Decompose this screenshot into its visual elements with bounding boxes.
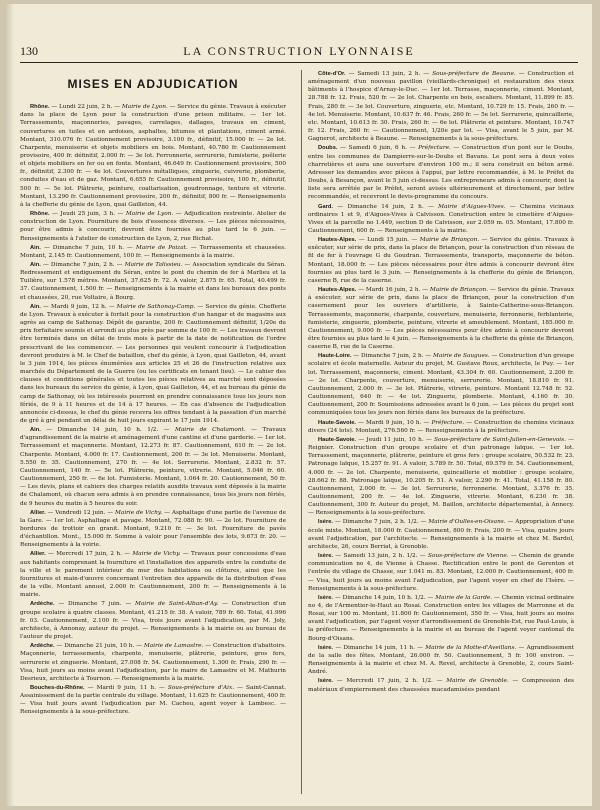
entry-date: — Samedi 13 juin, 2 h. 1/2. — (333, 553, 429, 560)
entry-authority: Mairie de Vichy. (132, 551, 181, 558)
entry-date: — Samedi 6 juin, 6 h. — (337, 145, 419, 152)
adjudication-entry (20, 684, 286, 717)
adjudication-entry (308, 552, 574, 593)
entry-date: — Dimanche 7 juin, 2 h. — (351, 353, 434, 360)
entry-place: Isère. (318, 519, 334, 526)
entry-place: Ardèche. (30, 601, 55, 608)
entry-text: — Agrandissement de la salle des fêtes. Montant, 26.000 fr. 50. Cautionnement, 5 fr. 100 environ. — Renseignements à la mairie et chez M. A. Revel, architecte à Grenoble, 2, cours Saint-André. (308, 644, 574, 676)
entry-date: — Dimanche 7 juin, 10 h. — (40, 244, 136, 251)
entry-place: Ain. (30, 262, 41, 268)
entry-authority: Mairie de Lyon. (121, 104, 168, 111)
entry-text: — Chemin vicinal ordinaire no 4, de l'Armentier-le-Haut au Rosai. Construction entre les villages de Marronne et du Rosai, sur 100 m. Montant, 11.800 fr. Cautionnement, 350 fr. — Visa, huit jours au moins avant l'adjudication, par l'agent voyer d'arrondissement de Grenoble-Est, rue Paul-Louis, à la préfecture. — Renseignements à la mairie et au bureau de l'agent voyer cantonal du Bourg-d'Oisans. (308, 594, 574, 642)
entry-authority: Mairie de la Garde. (435, 594, 493, 601)
entry-authority: Sous-préfecture de Saint-Julien-en-Genevois. (434, 436, 566, 443)
adjudication-entry (308, 644, 574, 677)
entry-date: — Mercredi 17 juin, 2 h. — (45, 551, 133, 558)
section-title: MISES EN ADJUDICATION (67, 77, 239, 91)
entry-date: — Vendredi 12 juin. — (45, 509, 115, 516)
adjudication-entry (20, 550, 286, 599)
entry-text: — Compression des matériaux d'empierrement des chaussées macadamisées pendant (308, 678, 575, 693)
entry-date: — Dimanche 7 juin. — (54, 601, 135, 608)
entry-text: — Asphaltage d'une partie de l'avenue de la Gare. — 1er lot. Asphaltage et pavage. Montant, 72.088 fr. 90. — 2e lot. Fourniture de bordures de trottoir en granit. Montant, 9.210 fr. — 3e lot. Fourniture de pavés d'échantillon. Mont., 15.000 fr. Somme à valoir pour l'ensemble des lots, 9.673 fr. 20. — Renseignements à la voirie. (20, 509, 286, 549)
entry-place: Gard. (318, 203, 334, 210)
entry-authority: Sous-préfecture d'Aix. (167, 684, 235, 691)
adjudication-entry (308, 203, 574, 236)
entry-authority: Mairie de Poizat. (135, 244, 188, 251)
adjudication-entry (308, 70, 574, 143)
adjudication-entry (308, 236, 574, 285)
adjudication-entry (308, 286, 574, 351)
entry-authority: Mairie de Lyon. (125, 211, 174, 218)
page-number: 130 (20, 44, 38, 58)
entry-authority: Mairie de Vichy. (115, 509, 163, 516)
entry-text: — Construction d'abattoirs. Maçonnerie, terrassements, charpente, menuiserie, plâtrerie, peinture, gros fers, serrurerie et zinguerie. Montant, 27.008 fr. 54. Cautionnement, 1.300 fr. Frais, 290 fr. — Visa, huit jours au moins avant l'adjudication, par le maire de Lamastre et M. Mathurin Desrieux, architecte à Tournon. — Renseignements à la mairie. (20, 643, 286, 682)
entry-date: — Dimanche 7 juin, 2 h. — (40, 262, 125, 268)
entry-authority: Mairie de Saint-Alban-d'Ay. (134, 601, 219, 608)
entry-place: Ain. (30, 427, 41, 434)
entry-text: — Service du génie. Chefferie de Lyon. Travaux à exécuter à forfait pour la construction d'un hangar et de magasins aux agrès au camp de Sathonay. Dépôt de garantie, 200 fr. Cautionnement définitif, 1/20e du prix forfaitaire soumis et arrondi au plus près par somme de 100 fr. — Les travaux devront être terminés dans un délai de trois mois à partir de la date de notification de l'ordre prescrivant de les commencer. — Les personnes qui veulent concourir à l'adjudication devront produire à M. le Chef de bataillon, chef du génie, à Lyon, quai Gailleton, 44, avant le 3 juin 1914, les pièces énumérées aux articles 25 et 26 de l'instruction relative aux marchés du Département de la Guerre (ou les certificats en tenant lieu). — Le cahier des clauses et conditions générales et toutes les pièces relatives au marché sont déposées dans les bureaux du service du génie, à Lyon, quai Gailleton, 44, et au bureau du génie du camp de Sathonay, où les intéressés pourront en prendre connaissance tous les jours non fériés, de 9 à 11 heures et de 14 à 17 heures. — En cas d'absence de l'adjudication annoncée ci-dessus, le chef du génie recevra les offres tendant à la passation d'un marché de gré à gré pendant un délai de huit jours expirant le 17 juin 1914. (20, 303, 286, 424)
entry-authority: Mairie de Briançon. (429, 287, 489, 294)
entry-date: — Mardi 9 juin, 10 h. — (356, 419, 432, 426)
entry-date: — Mardi 9 juin, 11 h. — (84, 684, 168, 691)
entry-text: — Construction d'un groupe scolaire et école maternelle. Auteur du projet, M. Gustave Roux, architecte, le Puy. — 1er lot. Terrassement, maçonnerie, ciment. Montant, 43.304 fr. 60. Cautionnement, 2.200 fr. — 2e lot. Charpente, couverture, menuiserie, serrurerie. Montant, 18.810 fr. 91. Cautionnement, 2.000 fr. — 3e lot. Plâtrerie, vitrerie, peinture. Montant 12.748 fr. 52. Cautionnement, 640 fr. — 4e lot. Zinguerie, plomberie. Montant, 4.160 fr. 30. Cautionnement, 200 fr. Soumissions adressées avant le 6 juin. — Les pièces du projet sont communiquées tous les jours non fériés dans les bureaux de la préfecture. (308, 353, 574, 417)
entry-place: Hautes-Alpes. (318, 237, 357, 244)
adjudication-entry (308, 419, 574, 435)
adjudication-entry (308, 436, 574, 518)
entry-text: — Construction d'un groupe scolaire à quatre classes. Montant, 41.215 fr. 38. A valoir, 789 fr. 60. Total, 41.996 fr. 03. Cautionnement, 2.100 fr. — Visa, trois jours avant l'adjudication, par M. Joly, architecte, à Annonay, auteur du projet. — Renseignements à la mairie ou au bureau de l'auteur du projet. (20, 601, 286, 641)
entry-date: — Lundi 22 juin, 2 h. — (49, 104, 122, 111)
entry-place: Doubs. (318, 145, 338, 152)
entry-text: — Construction et aménagement d'un nouveau pavillon (vieillards-chronique) et restauration des vieux bâtiments à l'hospice d'Arnay-le-Duc. — 1er lot. Terrasse, maçonnerie, ciment. Montant, 28.788 fr. 12. Frais, 520 fr. — 2e lot. Charpente en bois, escaliers. Montant, 11.899 fr. 85. Frais, 280 fr. — 3e lot. Couverture, zinguerie, etc. Montant, 10.729 fr. 15. Frais, 260 fr. — 4e lot. Menuiserie. Montant, 10.637 fr. 46. Frais, 260 fr. — 5e lot. Serrurerie, quincaillerie, etc. Montant, 10.613 fr. 30. Frais, 260 fr. — 6e lot. Plâtrerie et peinture. Montant, 10.747 fr. 12. Frais, 260 fr. — Cautionnement, 1/20e par lot. — Visa, avant le 5 juin, par M. Gagnerot, architecte à Beaune. — Renseignements à la sous-préfecture. (308, 71, 574, 143)
adjudication-entry (308, 518, 574, 551)
entry-date: — Dimanche 14 juin, 10 h. 1/2. — (40, 427, 175, 434)
entry-place: Rhône. (30, 211, 50, 218)
entry-date: — Dimanche 14 juin, 10 h. 1/2. — (333, 594, 436, 601)
entry-date: — Mercredi 17 juin, 2 h. 1/2. — (333, 678, 447, 685)
entry-text: — Appropriation d'une école mixte. Montant, 18.000 fr. Cautionnement, 800 fr. Frais, 200 fr. — Visa, quatre jours avant l'adjudication, par l'architecte. — Renseignements à la mairie et chez M. Bardol, architecte, 26, cours Berriat, à Grenoble. (308, 519, 574, 550)
entry-place: Isère. (318, 553, 334, 560)
adjudication-entry (20, 210, 286, 243)
entry-date: — Samedi 13 juin, 2 h. — (345, 71, 433, 77)
entry-authority: Mairie de Sathonay-Camp. (116, 303, 196, 310)
entry-date: — Lundi 15 juin. — (356, 237, 420, 244)
entry-authority: Mairie de la Motte-d'Aveillans. (425, 644, 517, 651)
right-column (308, 70, 574, 695)
entry-authority: Mairie d'Aigues-Vives. (438, 203, 506, 210)
adjudication-entry (20, 426, 286, 508)
entry-place: Allier. (30, 509, 46, 516)
entry-authority: Préfecture. (418, 145, 451, 152)
entry-authority: Mairie de Briançon. (419, 237, 480, 244)
entry-place: Ardèche. (30, 643, 55, 650)
adjudication-entry (20, 103, 286, 209)
entry-date: — Mardi 9 juin, 12 h. — (40, 303, 117, 310)
entry-authority: Préfecture. (431, 419, 465, 426)
entry-authority: Mairie de Lamastre. (143, 643, 204, 650)
running-title: LA CONSTRUCTION LYONNAISE (183, 44, 415, 58)
entry-authority: Sous-préfecture de Beaune. (432, 71, 516, 77)
entry-text: — Adjudication restreinte. Atelier de construction de Lyon. Fourniture de bois d'essences diverses. — Les pièces nécessaires, pour être admis à concourir, devront être fournies au plus tard le 6 juin. — Renseignements à l'atelier de construction de Lyon, 2, rue Bichat. (20, 211, 286, 242)
page-header (20, 44, 578, 62)
entry-text: — Chemins vicinaux ordinaires 1 et 9, d'Aigues-Vives à Calvisson. Construction entre le cimetière d'Aigues-Vives et la parcelle no 1.449, section D de Calvisson, sur 2.059 m. 05. Montant, 17.800 fr. Cautionnement, 600 fr. — Renseignements à la mairie. (308, 203, 574, 234)
entry-date: — Mardi 16 juin, 2 h. — (356, 287, 430, 294)
entry-place: Haute-Loire. (318, 353, 352, 360)
entry-text: — Travaux pour concessions d'eau aux habitants comprenant la fourniture et l'installation des appareils entre la conduite de la ville et le parement intérieur du mur des habitations ou clôtures, ainsi que les fournitures et main-d'œuvre concernant l'entretien des appareils de la distribution d'eau de la ville. Montant annuel, 2.000 fr. Cautionnement, 200 fr. — Renseignements à la mairie. (20, 551, 286, 599)
entry-place: Rhône. (30, 104, 50, 111)
entry-text: — Saint-Cannat. Assainissement de la partie centrale du village. Montant, 11.625 fr. Cautionnement, 400 fr. — Visa huit jours avant l'adjudication par M. Cacheu, agent voyer à Lambesc. — Renseignements à la sous-préfecture. (20, 684, 286, 716)
entry-text: — Service du génie. Travaux à exécuter, sur série de prix, dans la place de Briançon, pour la construction d'un réseau de fil de fer à l'ouvrage G du Goudran. Terrassements, transports, maçonnerie de béton. Montant, 18.000 fr. — Les pièces nécessaires pour être admis à concourir devront être fournies au plus tard le 3 juin. — Renseignements à la chefferie du génie de Briançon, caserne B, rue de la caserne. (308, 237, 575, 284)
entry-text: — Association syndicale du Séran. Redressement et endiguement du Séran, entre le pont du chemin de fer à Marlieu et la Tuilière, sur 1.578 mètres. Montant, 37.625 fr. 72. A valoir, 2.875 fr. 65. Total, 40.499 fr. 37. Cautionnement, 1.500 fr. — Renseignements à la mairie et dans les bureaux des ponts et chaussées, 20, rue Voltaire, à Bourg. (20, 262, 286, 301)
entry-place: Bouches-du-Rhône. (30, 684, 85, 691)
entry-authority: Mairie d'Oulles-en-Oisans. (428, 519, 506, 526)
adjudication-entry (308, 352, 574, 417)
entry-text: — Construction de chemins vicinaux divers (24 lots). Montant, 276.560 fr. — Renseignements à la préfecture. (308, 419, 574, 434)
adjudication-entry (308, 677, 574, 693)
entry-place: Côte-d'Or. (318, 71, 346, 77)
journal-page (6, 4, 592, 806)
adjudication-entry (20, 509, 286, 550)
entry-date: — Dimanche 14 juin, 11 h. — (333, 644, 426, 651)
entry-text: — Service du génie. Travaux à exécuter dans la place de Lyon pour la construction d'une prison militaire. — 1er lot. Terrassements, maçonneries, pavages, carrelages, dallages, travaux en ciment, couvertures en tuiles et en ardoises, asphaltes, bitumes et plantations, ciment armé. Montant, 310.076 fr. Cautionnement provisoire, 3.100 fr., définitif, 15.000 fr. — 2e lot. Charpente, menuiserie et objets mobiliers en bois. Montant, 40.780 fr. Cautionnement provisoire, 400 fr. définitif, 2.000 fr. — 3e lot. Ferronnerie, serrurerie, fumisterie, poêlerie et objets mobiliers en fer ou en fonte. Montant, 46.649 fr. Cautionnement provisoire, 500 fr., définitif, 2.300 fr. — 4e lot. Couvertures métalliques, zinguerie, cuivrerie, plomberie, conduites d'eau et de gaz. Montant, 6.655 fr. Cautionnement provisoire, 100 fr., définitif, 500 fr. — 5e lot. Plâtrerie, peinture, coaltarisation, goudronnage, tenture et vitrerie. Montant, 13.290 fr. Cautionnement provisoire, 200 fr., définitif, 800 fr. — Renseignements à la chefferie du génie de Lyon, quai Gailleton, 44. (20, 104, 286, 208)
entry-place: Hautes-Alpes. (318, 287, 357, 294)
entry-date: — Dimanche 7 juin, 2 h. 1/2. — (333, 519, 429, 526)
entry-place: Isère. (318, 678, 334, 685)
entry-text: — Reignier. Construction d'un groupe scolaire et d'un patronage laïque. — 1er lot. Terrassement, maçonnerie, plâtrerie, peinture et gros fers : groupe scolaire, 50.532 fr. 23. Patronage laïque, 15.257 fr. 91. A valoir, 3.789 fr. 50. Total, 69.579 fr. 54. Cautionnement, 4.000 fr. — 2e lot. Charpente, menuiserie, quincaillerie et mobilier : groupe scolaire, 28.662 fr. 88. Patronage laïque, 10.205 fr. 51. A valoir, 2.290 fr. 41. Total, 41.158 fr. 80. Cautionnement, 2.000 fr. — 3e lot. Serrurerie, ferronnerie. Montant, 3.376 fr. 35. Cautionnement, 200 fr. — 4e lot. Zinguerie, vitrerie. Montant, 6.230 fr. 38. Cautionnement, 300 fr. Auteur du projet, M. Baillon, architecte départemental, à Annecy. — Renseignements à la sous-préfecture. (308, 436, 574, 517)
entry-text: — Terrassements et chaussées. Montant, 2.145 fr. Cautionnement, 100 fr. — Renseignements à la mairie. (20, 244, 286, 259)
entry-text: — Construction d'un pont sur le Doubs, entre les communes de Dampierre-sur-le-Doubs et Bavans. Le pont sera à deux voies charretières et aura une ouverture d'environ 100 m.; il sera construit en béton armé. Adresser les demandes avec pièces à l'appui, par lettre recommandée, à M. le Préfet du Doubs, à Besançon, avant le 5 juin ci-dessus. Les entrepreneurs admis à concourir, dont la liste sera arrêtée par le Préfet, seront avisés ultérieurement et directement, par lettre recommandée, et recevront le devis-programme du concours. (308, 145, 574, 201)
column-divider (301, 70, 302, 794)
left-column (20, 70, 286, 718)
adjudication-entry (20, 303, 286, 425)
entry-date: — Jeudi 11 juin, 10 h. — (356, 436, 435, 443)
entry-text: — Chemin de grande communication no 4, de Vienne à Chasse. Rectification entre le pont de Gerenton et l'entrée du village de Chasse, sur 1.041 m. 83. Montant, 12.000 fr. Cautionnement, 400 fr. — Visa, huit jours au moins avant l'adjudication, par l'agent voyer en chef de l'Isère. — Renseignements à la sous-préfecture. (308, 553, 574, 592)
adjudication-entry (308, 594, 574, 643)
entry-place: Isère. (318, 644, 334, 651)
entry-authority: Sous-préfecture de Vienne. (428, 553, 509, 560)
entry-text: — Service du génie. Travaux à exécuter, sur série de prix, dans la place de Briançon, pour la construction d'un casernement pour les ouvriers d'artillerie, à Sainte-Catherine-sous-Briançon. Terrassements, maçonnerie, charpente, couverture, menuiserie, ferronnerie, ferblanterie, fumisterie, zinguerie, plomberie, peinture, vitrerie et ameublement. Montant, 185.000 fr. Cautionnement, 9.000 fr. — Les pièces nécessaires pour être admis à concourir devront être fournies au plus tard le 4 juin. — Renseignements à la chefferie du génie de Briançon, caserne B, rue de la Caserne. (308, 287, 574, 351)
entry-place: Ain. (30, 244, 41, 251)
entry-place: Ain. (30, 303, 41, 310)
adjudication-entry (20, 244, 286, 260)
entry-authority: Mairie de Talissieu. (124, 262, 183, 268)
entry-place: Isère. (318, 594, 334, 601)
entry-place: Haute-Savoie. (318, 436, 357, 443)
entry-date: — Dimanche 14 juin, 2 h. — (333, 203, 439, 210)
adjudication-entry (20, 642, 286, 683)
entry-place: Haute-Savoie. (318, 419, 357, 426)
entry-authority: Mairie de Chalamont. (174, 427, 246, 434)
adjudication-entry (20, 261, 286, 302)
entry-authority: Mairie de Grenoble. (446, 678, 509, 685)
entry-date: — Jeudi 25 juin, 3 h. — (49, 211, 126, 218)
entry-date: — Dimanche 21 juin, 10 h. — (54, 643, 144, 650)
entry-text: — Travaux d'agrandissement de la mairie et aménagement d'une cantine et d'une garderie. — 1er lot. Terrassement et maçonnerie. Montant, 12.273 fr. 87. Cautionnement, 610 fr. — 2e lot. Charpente. Montant, 4.000 fr. 17. Cautionnement, 200 fr. — 3e lot. Menuiserie. Montant, 5.550 fr. 35. Cautionnement, 270 fr. — 4e lot. Serrurerie. Montant, 2.832 fr. 57. Cautionnement, 140 fr. — 5e lot. Plâtrerie, peinture, vitrerie. Montant, 5.046 fr. 60. Cautionnement, 250 fr. — 6e lot. Fumisterie. Montant, 1.064 fr. 20. Cautionnement, 50 fr. — Les devis, plans et cahiers des charges relatifs auxdits travaux sont déposés à la mairie de Chalamont, où chacun sera admis à en prendre connaissance, tous les jours non fériés, de 9 heures du matin à 5 heures du soir. (20, 427, 286, 507)
adjudication-entry (20, 600, 286, 641)
header-rule (20, 62, 578, 63)
entry-authority: Mairie de Saugues. (433, 353, 490, 360)
entry-place: Allier. (30, 551, 46, 558)
adjudication-entry (308, 144, 574, 201)
